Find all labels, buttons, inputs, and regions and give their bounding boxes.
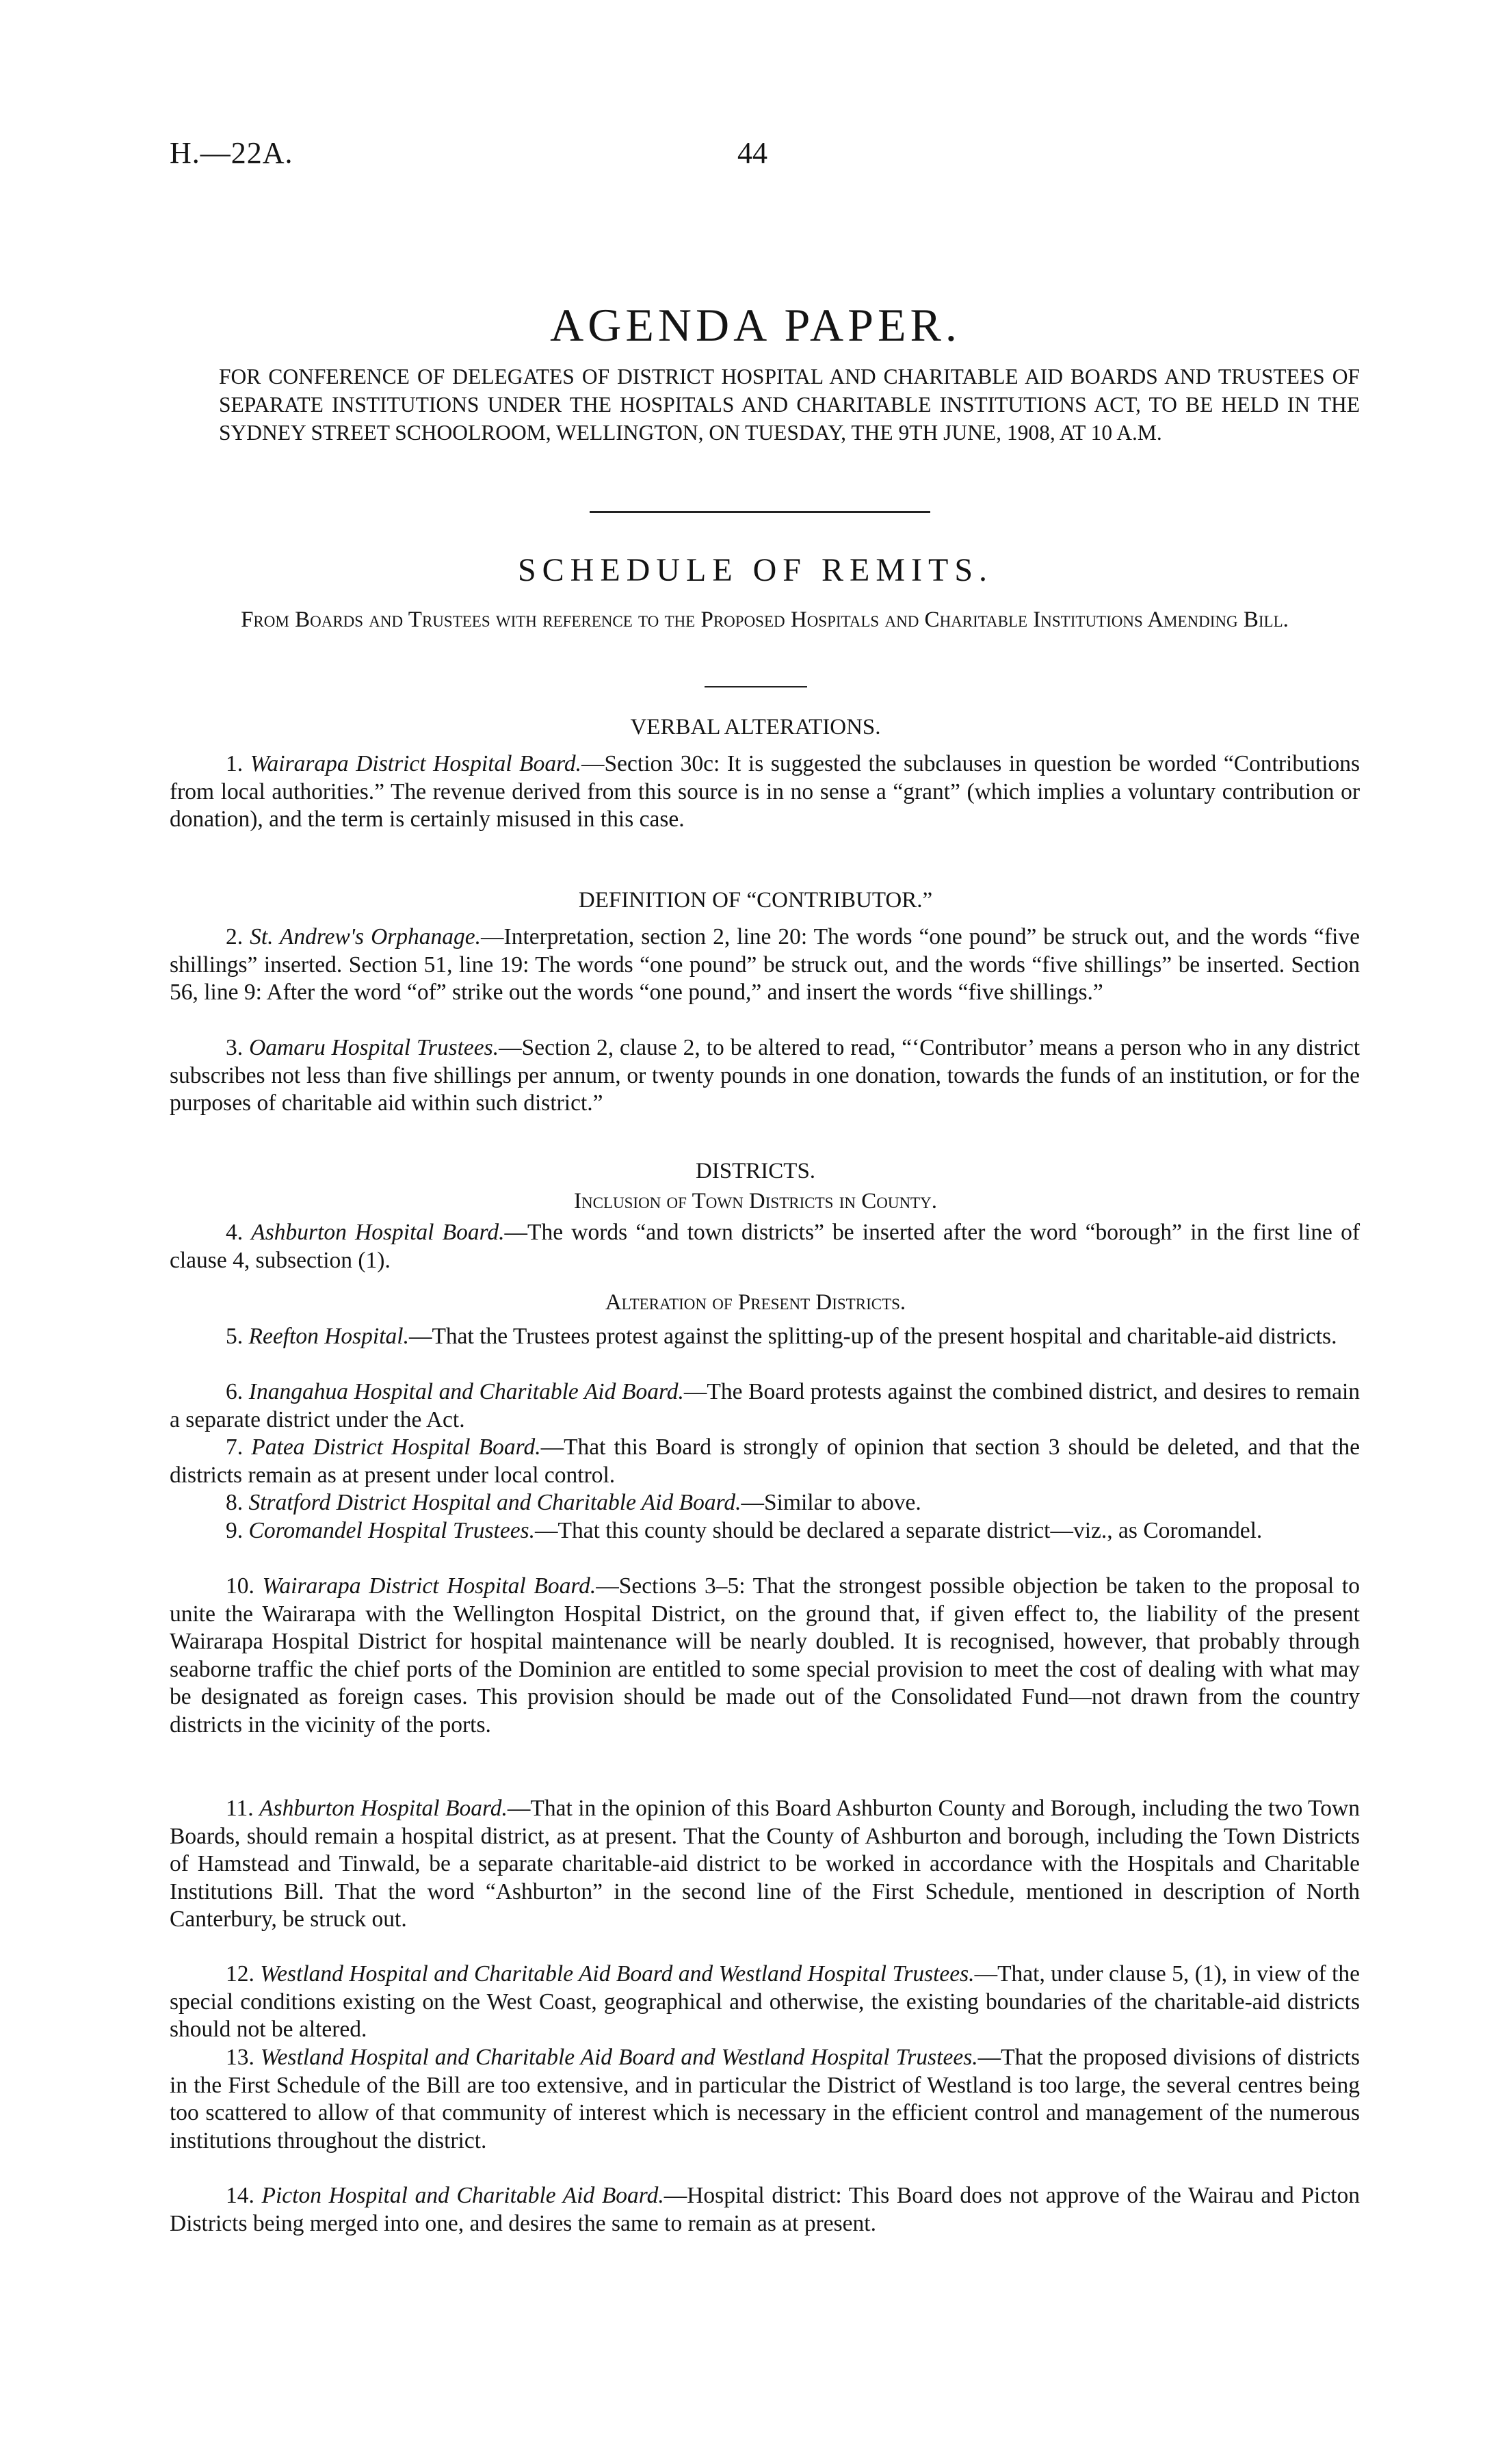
- remit-number: 6.: [226, 1379, 244, 1404]
- remit-text: —The words “and town districts” be inserted after the word “borough” in the first line of clause 4, subsection (1).: [170, 1220, 1360, 1273]
- remit-source: St. Andrew's Orphanage.: [250, 924, 482, 949]
- remit-number: 11.: [226, 1796, 254, 1821]
- remit-text: —Section 30c: It is suggested the subclauses in question be worded “Contributions from local authorities.” The revenue derived from this source is in no sense a “grant” (which implies a voluntary contribution or donation), and the term is certainly misused in this case.: [170, 751, 1360, 832]
- remit-source: Ashburton Hospital Board.: [259, 1796, 508, 1821]
- remit-item: [170, 1795, 1360, 1934]
- remit-item: [170, 1219, 1360, 1274]
- remit-item: [170, 2044, 1360, 2155]
- remit-text: —Sections 3–5: That the strongest possible objection be taken to the proposal to unite the Wairarapa with the Wellington Hospital District, on the ground that, if given effect to, the liability of the present Wairarapa Hospital District for hospital maintenance will be nearly doubled. It is recognised, however, that probably through seaborne traffic the chief ports of the Dominion are entitled to some special provision to meet the cost of dealing with what may be designated as foreign cases. This provision should be made out of the Consolidated Fund—not drawn from the country districts in the vicinity of the ports.: [170, 1573, 1360, 1738]
- remit-source: Wairarapa District Hospital Board.: [262, 1573, 596, 1599]
- remit-item: [170, 1434, 1360, 1489]
- remit-source: Picton Hospital and Charitable Aid Board.: [261, 2183, 664, 2208]
- remit-number: 5.: [226, 1324, 244, 1349]
- remit-number: 12.: [226, 1961, 254, 1987]
- remit-source: Oamaru Hospital Trustees.: [249, 1035, 499, 1060]
- remit-number: 2.: [226, 924, 244, 949]
- remit-item: [170, 1378, 1360, 1434]
- remit-number: 9.: [226, 1518, 244, 1543]
- remit-item: [170, 1034, 1360, 1118]
- remit-number: 10.: [226, 1573, 254, 1599]
- remit-item: [170, 1517, 1360, 1545]
- subsection-heading-inclusion: Inclusion of Town Districts in County.: [574, 1189, 937, 1214]
- remit-number: 1.: [226, 751, 244, 776]
- remit-text: —Section 2, clause 2, to be altered to read, “‘Contributor’ means a person who in any district subscribes not less than five shillings per annum, or twenty pounds in one donation, towards the funds of an institution, or for the purposes of charitable aid within such district.”: [170, 1035, 1361, 1116]
- conference-description: FOR CONFERENCE OF DELEGATES OF DISTRICT HOSPITAL AND CHARITABLE AID BOARDS AND TRUSTEES OF SEPARATE INSTITUTIONS UNDER THE HOSPITALS AND CHARITABLE INSTITUTIONS ACT, TO BE HELD IN THE SYDNEY STREET SCHOOLROOM, WELLINGTON, ON TUESDAY, THE 9TH JUNE, 1908, AT 10 A.M.: [219, 365, 1360, 445]
- remit-number: 14.: [226, 2183, 254, 2208]
- section-heading-verbal: VERBAL ALTERATIONS.: [630, 715, 881, 739]
- remit-source: Patea District Hospital Board.: [251, 1434, 541, 1460]
- remit-item: [170, 1573, 1360, 1739]
- remit-text: —That this Board is strongly of opinion that section 3 should be deleted, and that the districts remain as at present under local control.: [170, 1434, 1361, 1488]
- divider-rule-short: [705, 686, 807, 687]
- remit-item: [170, 750, 1360, 834]
- remit-number: 4.: [226, 1220, 244, 1245]
- section-heading-districts: DISTRICTS.: [695, 1159, 816, 1183]
- remit-number: 3.: [226, 1035, 244, 1060]
- remit-text: —That, under clause 5, (1), in view of the special conditions existing on the West Coast, geographical and otherwise, the existing boundaries of the charitable-aid districts should not be altered.: [170, 1961, 1360, 2042]
- from-boards-line: From Boards and Trustees with reference to the Proposed Hospitals and Charitable Institutions Amending Bill.: [241, 607, 1289, 632]
- remit-item: [170, 1323, 1360, 1351]
- remit-source: Ashburton Hospital Board.: [251, 1220, 505, 1245]
- remit-text: —That the Trustees protest against the splitting-up of the present hospital and charitable-aid districts.: [408, 1324, 1337, 1349]
- remit-source: Westland Hospital and Charitable Aid Board and Westland Hospital Trustees.: [260, 1961, 975, 1987]
- remit-source: Inangahua Hospital and Charitable Aid Board.: [248, 1379, 684, 1404]
- remit-text: —That the proposed divisions of districts in the First Schedule of the Bill are too extensive, and in particular the District of Westland is too large, the several centres being too scattered to allow of that community of interest which is necessary in the efficient control and management of the numerous institutions throughout the district.: [170, 2045, 1361, 2153]
- divider-rule: [590, 511, 930, 513]
- document-reference: H.—22A.: [170, 136, 293, 170]
- remit-text: —Interpretation, section 2, line 20: The words “one pound” be struck out, and the words “five shillings” inserted. Section 51, line 19: The words “one pound” be struck out, and the words “five shillings” be inserted. Section 56, line 9: After the word “of” strike out the words “one pound,” and insert the words “five shillings.”: [170, 924, 1360, 1005]
- remit-text: —Similar to above.: [741, 1490, 921, 1515]
- remit-text: —That this county should be declared a separate district—viz., as Coromandel.: [534, 1518, 1263, 1543]
- remit-number: 7.: [226, 1434, 244, 1460]
- page-number: 44: [737, 136, 767, 170]
- schedule-heading: SCHEDULE OF REMITS.: [517, 552, 994, 588]
- remit-item: [170, 923, 1360, 1007]
- remit-text: —Hospital district: This Board does not approve of the Wairau and Picton Districts being merged into one, and desires the same to remain as at present.: [170, 2183, 1360, 2236]
- remit-text: —That in the opinion of this Board Ashburton County and Borough, including the two Town Boards, should remain a hospital district, as at present. That the County of Ashburton and borough, including the Town Districts of Hamstead and Tinwald, be a separate charitable-aid district to be worked in accordance with the Hospitals and Charitable Institutions Bill. That the word “Ashburton” in the second line of the First Schedule, mentioned in description of North Canterbury, be struck out.: [170, 1796, 1360, 1932]
- remit-number: 8.: [226, 1490, 244, 1515]
- remit-source: Stratford District Hospital and Charitable Aid Board.: [248, 1490, 741, 1515]
- remit-item: [170, 1489, 1360, 1517]
- remit-source: Coromandel Hospital Trustees.: [248, 1518, 535, 1543]
- remit-text: —The Board protests against the combined district, and desires to remain a separate district under the Act.: [170, 1379, 1361, 1432]
- section-heading-contributor: DEFINITION OF “CONTRIBUTOR.”: [578, 888, 933, 913]
- subsection-heading-alteration: Alteration of Present Districts.: [605, 1290, 906, 1315]
- remit-source: Reefton Hospital.: [248, 1324, 409, 1349]
- remit-source: Wairarapa District Hospital Board.: [250, 751, 582, 776]
- remit-item: [170, 1961, 1360, 2044]
- remit-source: Westland Hospital and Charitable Aid Board and Westland Hospital Trustees.: [260, 2045, 978, 2070]
- remit-item: [170, 2182, 1360, 2238]
- page-title: AGENDA PAPER.: [550, 299, 961, 351]
- remit-number: 13.: [226, 2045, 254, 2070]
